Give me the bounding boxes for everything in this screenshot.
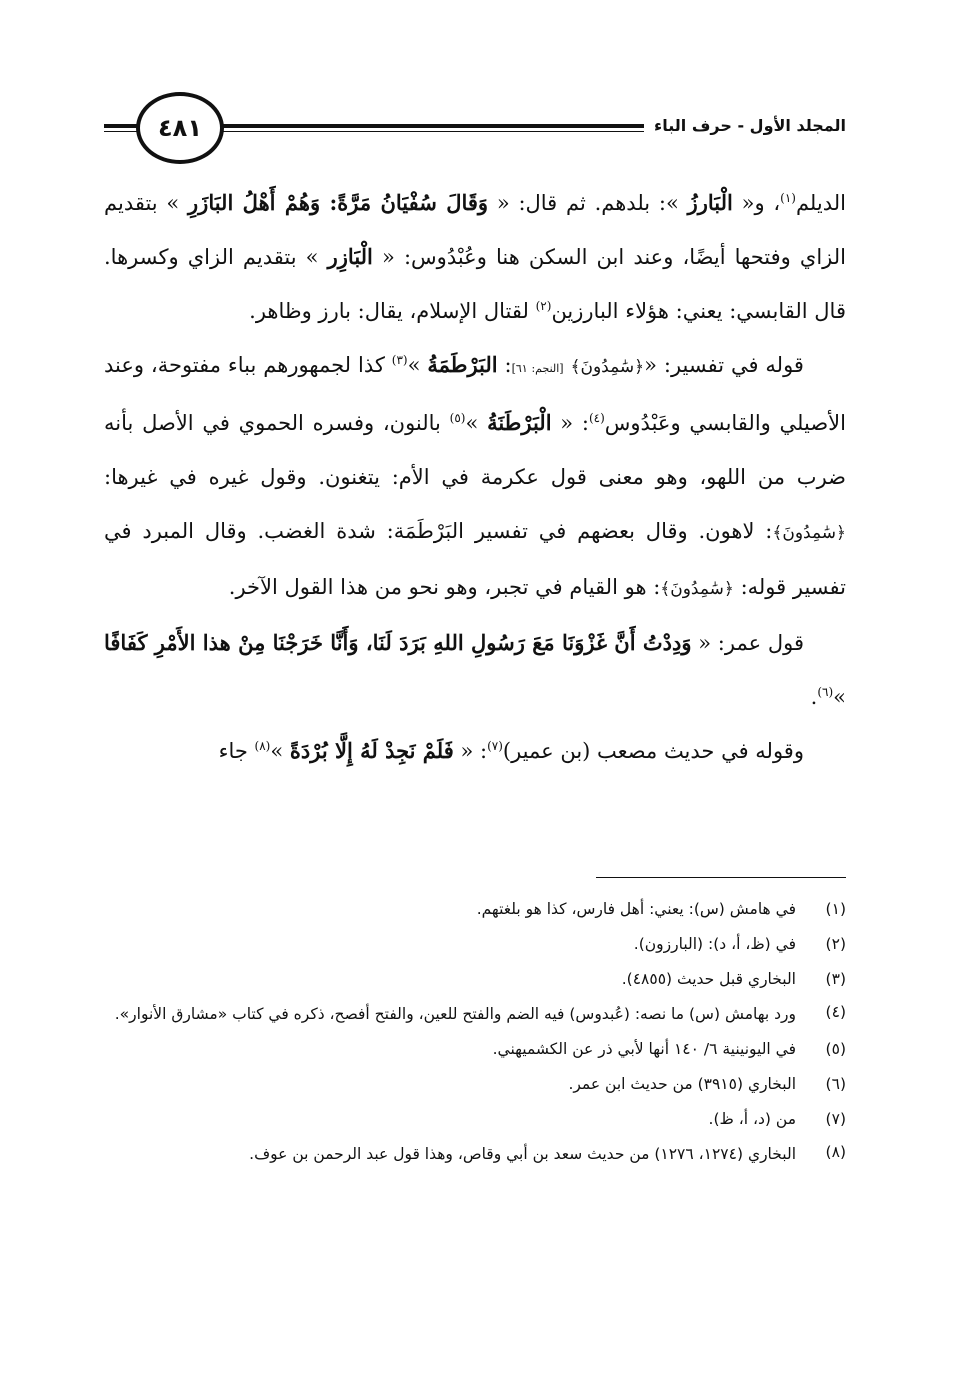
- quran-word: ﴿سَٰمِدُونَ﴾: [660, 579, 734, 599]
- footnote-number: (٢): [825, 935, 846, 953]
- footnote-divider: [596, 877, 846, 878]
- quoted-term: الْبَرْطَنَةُ: [487, 410, 552, 435]
- footnote-number: (٨): [825, 1143, 846, 1161]
- footnote-text: في هامش (س): يعني: أهل فارس، كذا هو بلغتهم.: [476, 900, 796, 918]
- quran-word: ﴿سَٰمِدُونَ﴾: [772, 523, 846, 543]
- footnote-ref[interactable]: (٥): [449, 411, 466, 425]
- quoted-term: الْبَارزُ: [687, 190, 733, 215]
- footnote-text: في اليونينية ٦/ ١٤٠ أنها لأبي ذر عن الكشميهني.: [492, 1040, 796, 1058]
- quran-ref: [النجم: ٦١]: [511, 362, 564, 375]
- text-run: » بتقديم الزاي وفتحها أيضًا، وعند ابن السكن هنا وعُبْدُوس: «: [104, 191, 846, 269]
- footnote-item: [104, 1032, 846, 1067]
- paragraph-1: [104, 176, 846, 338]
- text-run: بالنون، وفسره الحموي في الأصل بأنه ضرب من اللهو، وهو معنى قول عكرمة في الأم: يتغنون. وقول غيره في غيرها:: [104, 411, 846, 489]
- text-run: .: [810, 685, 818, 709]
- footnote-ref[interactable]: (٢): [535, 299, 552, 313]
- footnote-item: [104, 1137, 846, 1172]
- footnote-number: (٦): [825, 1075, 846, 1093]
- text-run: »: [270, 739, 290, 763]
- text-run: قوله في تفسير: «: [644, 353, 804, 377]
- footnote-item: [104, 1102, 846, 1137]
- text-run: ، و«: [732, 191, 781, 215]
- text-run: : هو القيام في تجبر، وهو نحو من هذا القول الآخر.: [228, 575, 661, 599]
- text-run: : «: [453, 739, 488, 763]
- footnote-text: في (ظ، أ، د): (البارزون).: [633, 935, 796, 953]
- quoted-hadith: وَدِدْتُ أَنَّ غَزْوَنَا مَعَ رَسُولِ اللهِ بَرَدَ لَنَا، وَأَنَّا خَرَجْنَا مِنْ هذا الأَمْرِ كَفَافًا: [104, 630, 692, 655]
- footnote-number: (٧): [825, 1110, 846, 1128]
- text-run: »: [833, 685, 846, 709]
- footnote-item: [104, 997, 846, 1032]
- footnote-number: (٥): [825, 1040, 846, 1058]
- quoted-hadith: فَلَمْ نَجِدْ لَهُ إِلَّا بُرْدَةً: [289, 738, 454, 763]
- text-run: »: بلدهم. ثم قال: «: [488, 191, 688, 215]
- text-run: » بتقديم الزاي وكسرها. قال القابسي: يعني: هؤلاء البارزين: [104, 245, 846, 323]
- page-header: [104, 92, 846, 164]
- footnote-number: (٣): [825, 970, 846, 988]
- footnote-item: [104, 927, 846, 962]
- running-title: المجلد الأول - حرف الباء: [644, 114, 846, 138]
- text-run: كذا لجمهورهم بباء مفتوحة، وعند الأصيلي والقابسي وعَبْدُوس: [104, 353, 846, 435]
- footnote-number: (٤): [825, 1003, 846, 1021]
- footnote-text: البخاري (٣٩١٥) من حديث ابن عمر.: [568, 1075, 796, 1093]
- footnote-ref[interactable]: (١): [780, 191, 796, 205]
- footnote-number: (١): [825, 900, 846, 918]
- main-text: [104, 176, 846, 778]
- quran-word: ﴿سَٰمِدُونَ﴾: [570, 357, 645, 377]
- text-run: : «: [551, 411, 589, 435]
- text-run: قول عمر: «: [691, 631, 804, 655]
- text-run: »: [465, 411, 488, 435]
- text-run: جاء: [218, 739, 255, 763]
- paragraph-4: [104, 724, 846, 778]
- quoted-term: الْبَازِر: [327, 244, 373, 269]
- quoted-term: البَرْطَمَةُ: [427, 352, 498, 377]
- text-run: : لاهون. وقال بعضهم في تفسير البَرْطَمَة: شدة الغضب. وقال المبرد في تفسير قوله:: [104, 519, 846, 599]
- footnote-item: [104, 892, 846, 927]
- footnote-ref[interactable]: (٨): [254, 739, 271, 753]
- paragraph-3: [104, 616, 846, 724]
- text-run: وقوله في حديث مصعب (بن عمير): [502, 739, 804, 763]
- text-run: »: [407, 353, 428, 377]
- page-number-badge: [136, 92, 224, 164]
- footnote-ref[interactable]: (٣): [391, 353, 408, 367]
- footnote-text: البخاري قبل حديث (٤٨٥٥).: [621, 970, 796, 988]
- footnote-ref[interactable]: (٦): [817, 685, 834, 699]
- paragraph-2: [104, 338, 846, 616]
- quoted-hadith: وَقَالَ سُفْيَانُ مَرَّةً: وَهُمْ أَهْلُ البَازَرِ: [188, 190, 489, 215]
- page-number: ٤٨١: [158, 114, 202, 142]
- text-run: :: [497, 353, 512, 377]
- footnote-item: [104, 1067, 846, 1102]
- footnote-text: البخاري (١٢٧٤، ١٢٧٦) من حديث سعد بن أبي وقاص، وهذا قول عبد الرحمن بن عوف.: [249, 1145, 796, 1163]
- footnote-ref[interactable]: (٤): [588, 411, 605, 425]
- text-run: لقتال الإسلام، يقال: بارز وظاهر.: [249, 299, 536, 323]
- text-run: الديلم: [795, 191, 846, 215]
- footnote-ref[interactable]: (٧): [487, 739, 503, 753]
- footnote-text: من (د، أ، ظ).: [708, 1110, 796, 1128]
- footnote-text: ورد بهامش (س) ما نصه: (عُبدوس) فيه الضم والفتح للعين، والفتح أفصح، ذكره في كتاب «مشارق الأنوار».: [114, 1005, 796, 1023]
- footnotes-list: [104, 892, 846, 1172]
- footnote-item: [104, 962, 846, 997]
